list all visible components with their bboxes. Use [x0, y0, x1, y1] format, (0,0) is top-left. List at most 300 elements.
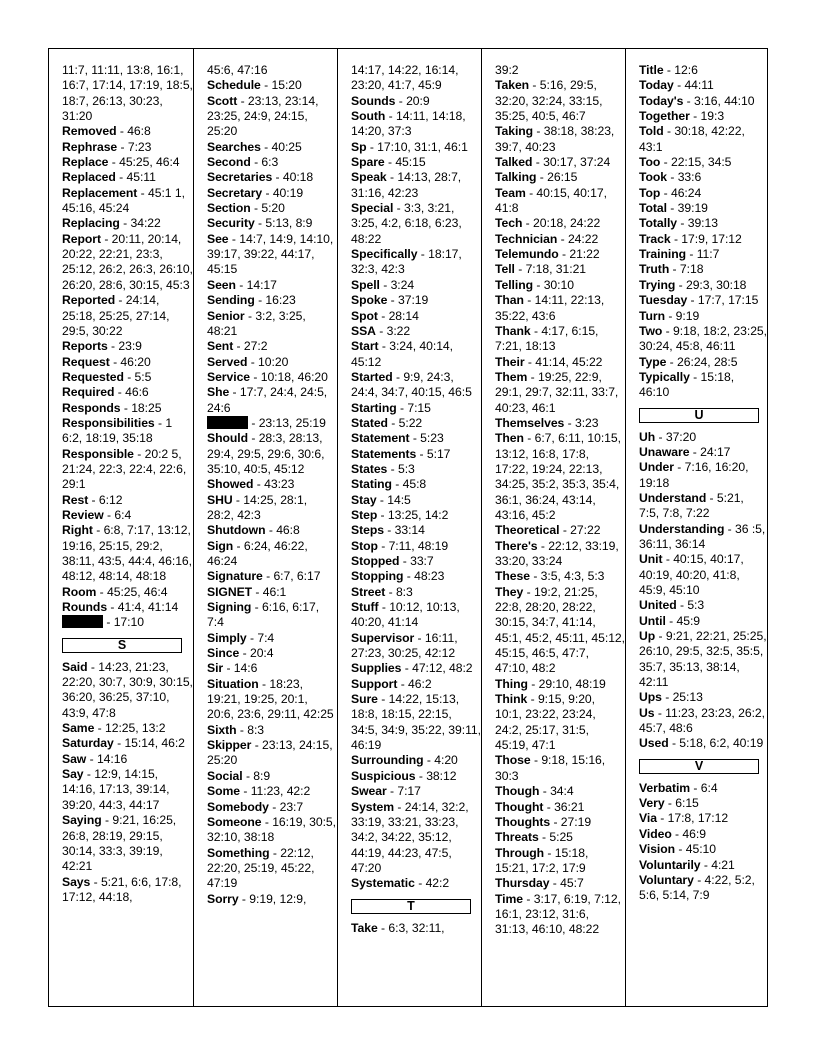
index-term: Spell	[351, 277, 380, 292]
index-entry: Stop - 7:11, 48:19	[351, 538, 449, 553]
index-term: Used	[639, 736, 669, 751]
index-entry: Sixth - 8:3	[207, 722, 265, 737]
index-page-refs: 38:18, 38:23, 39:7, 40:23	[495, 124, 615, 154]
index-entry: Taken - 5:16, 29:5, 32:20, 32:24, 33:15, 35:25, 40:5, 46:7	[495, 78, 603, 124]
index-term: Via	[639, 811, 657, 826]
index-page-refs: 48:23	[414, 569, 445, 584]
index-entry: Unaware - 24:17	[639, 444, 731, 459]
index-term: Said	[62, 659, 88, 674]
section-letter-header: T	[351, 899, 471, 914]
index-term: Think	[495, 692, 528, 707]
index-page-refs: 41:14, 45:22	[535, 354, 603, 369]
index-term: Until	[639, 613, 666, 628]
index-term: Schedule	[207, 78, 261, 93]
index-entry: Sir - 14:6	[207, 661, 258, 676]
index-entry: Their - 41:14, 45:22	[495, 354, 603, 369]
index-page-refs: 18:17, 32:3, 42:3	[351, 247, 462, 277]
index-entry: Sent - 27:2	[207, 339, 268, 354]
index-term: She	[207, 385, 230, 400]
index-entry: Responsibilities - 1 6:2, 18:19, 35:18	[62, 415, 173, 446]
index-entry: Telemundo - 21:22	[495, 247, 600, 262]
index-term: Request	[62, 354, 110, 369]
index-term: Thoughts	[495, 814, 551, 829]
index-page-refs: 40:15, 40:17, 40:19, 40:20, 41:8, 45:9, 45:10	[639, 552, 744, 597]
index-page-refs: 17:10	[113, 615, 144, 630]
index-term: Sp	[351, 139, 367, 154]
index-page-refs: 17:10, 31:1, 46:1	[377, 139, 468, 154]
index-entry: Spell - 3:24	[351, 277, 415, 292]
index-entry: Today's - 3:16, 44:10	[639, 93, 755, 108]
index-page-refs: 34:22	[130, 216, 161, 231]
index-entry: Training - 11:7	[639, 247, 720, 262]
index-entry: Turn - 9:19	[639, 308, 700, 323]
index-page-refs: 9:9, 24:3, 24:4, 34:7, 40:15, 46:5	[351, 369, 472, 400]
index-entry: Uh - 37:20	[639, 429, 697, 444]
index-entry: Says - 5:21, 6:6, 17:8, 17:12, 44:18,	[62, 874, 182, 904]
index-page-refs: 47:12, 48:2	[412, 661, 473, 676]
index-page-refs: 6:16, 6:17, 7:4	[207, 600, 320, 630]
index-entry: Team - 40:15, 40:17, 41:8	[495, 185, 607, 216]
index-entry: Say - 12:9, 14:15, 14:16, 17:13, 39:14, 39:20, 44:3, 44:17	[62, 767, 170, 812]
index-page-refs: 39:13	[687, 216, 718, 231]
index-page-refs: 45:8	[402, 477, 427, 492]
index-term: Video	[639, 826, 672, 841]
index-term: Taken	[495, 78, 530, 93]
index-page-refs: 4:22, 5:2, 5:6, 5:14, 7:9	[639, 872, 755, 903]
index-page-refs: 17:7, 24:4, 24:5, 24:6	[207, 385, 328, 415]
index-entry: Responsible - 20:2 5, 21:24, 22:3, 22:4, 22:6, 29:1	[62, 446, 187, 492]
index-entry: Up - 9:21, 22:21, 25:25, 26:10, 29:5, 32:5, 35:5, 35:7, 35:13, 38:14, 42:11	[639, 629, 767, 690]
index-page-refs: 29:10, 48:19	[538, 676, 606, 691]
index-page-refs: 41:4, 41:14	[117, 600, 179, 615]
index-page-refs: 12:25, 13:2	[105, 721, 166, 736]
index-entry: Request - 46:20	[62, 354, 151, 369]
index-page-refs: 6:15	[675, 796, 699, 811]
index-entry: Talking - 26:15	[495, 170, 578, 185]
index-term: Today's	[639, 93, 684, 108]
index-term: Take	[351, 920, 378, 935]
index-term: Support	[351, 676, 398, 691]
index-entry: Said - 14:23, 21:23, 22:20, 30:7, 30:9, 30:15, 36:20, 36:25, 37:10, 43:9, 47:8	[62, 659, 193, 720]
index-page-refs: 46:20	[120, 354, 151, 369]
index-page-refs: 3:24, 40:14, 45:12	[351, 339, 453, 369]
index-term: Title	[639, 63, 664, 77]
index-term: Than	[495, 293, 524, 308]
index-page-refs: 7:15	[407, 400, 431, 415]
index-entry: Spare - 45:15	[351, 155, 426, 170]
index-page-refs: 4:17, 6:15, 7:21, 18:13	[495, 323, 599, 354]
index-term: Taking	[495, 124, 534, 139]
index-page-refs: 14:22, 15:13, 18:8, 18:15, 22:15, 34:5, 34:9, 35:22, 39:11, 46:19	[351, 692, 481, 753]
index-entry: SSA - 3:22	[351, 323, 411, 338]
index-term: Thought	[495, 799, 544, 814]
index-page-refs: 9:21, 22:21, 25:25, 26:10, 29:5, 32:5, 35:5, 35:7, 35:13, 38:14, 42:11	[639, 629, 767, 690]
index-term: Type	[639, 354, 667, 369]
index-page-refs: 11:7, 11:11, 13:8, 16:1, 16:7, 17:14, 17:19, 18:5, 18:7, 26:13, 30:23, 31:20	[62, 63, 193, 124]
index-term: Searches	[207, 139, 261, 154]
index-term: Them	[495, 369, 528, 384]
index-term: Speak	[351, 170, 387, 185]
index-page-refs: 7:23	[127, 139, 152, 154]
index-page-refs: 19:2, 21:25, 22:8, 28:20, 28:22, 30:15, 34:7, 41:14, 45:1, 45:2, 45:11, 45:12, 45:15, 46:5, 47:7, 47:10, 48:2	[495, 584, 625, 676]
index-page-refs: 15:14, 46:2	[124, 736, 185, 751]
index-page-refs: 7:11, 48:19	[388, 538, 449, 553]
index-entry: Voluntarily - 4:21	[639, 857, 735, 872]
index-term: Total	[639, 201, 667, 216]
index-term: Someone	[207, 814, 262, 829]
index-entry: Used - 5:18, 6:2, 40:19	[639, 736, 764, 751]
index-entry: Told - 30:18, 42:22, 43:1	[639, 124, 745, 154]
index-page-refs: 27:22	[570, 523, 601, 538]
index-page-refs: 6:24, 46:22, 46:24	[207, 538, 308, 568]
index-term: Truth	[639, 262, 670, 277]
index-page-refs: 45:25, 46:4	[119, 155, 180, 170]
index-page-refs: 46:24	[670, 185, 702, 200]
index-page-refs: 5:21, 7:5, 7:8, 7:22	[639, 490, 744, 521]
index-entry: Step - 13:25, 14:2	[351, 507, 449, 522]
index-page-refs: 12:6	[674, 63, 698, 77]
index-entry: Total - 39:19	[639, 201, 708, 216]
index-term: Responsibilities	[62, 415, 155, 430]
index-page-refs: 37:19	[398, 293, 429, 308]
index-entry: Thursday - 45:7	[495, 876, 584, 891]
index-entry: United - 5:3	[639, 598, 705, 613]
index-term: Report	[62, 231, 101, 246]
index-page-refs: 23:9	[118, 339, 142, 354]
index-page-refs: 16:19, 30:5, 32:10, 38:18	[207, 814, 336, 845]
index-term: Rephrase	[62, 139, 118, 154]
index-entry: Stuff - 10:12, 10:13, 40:20, 41:14	[351, 600, 460, 630]
index-term: Room	[62, 584, 97, 599]
index-term: Spare	[351, 155, 385, 170]
index-entry: Something - 22:12, 22:20, 25:19, 45:22, 47:19	[207, 845, 315, 891]
index-entry: Signature - 6:7, 6:17	[207, 569, 321, 584]
index-term: Two	[639, 323, 663, 338]
redaction-block	[207, 416, 248, 429]
index-page-refs: 45:1 1, 45:16, 45:24	[62, 185, 185, 216]
index-page-refs: 45:11	[126, 170, 156, 185]
index-term: Vision	[639, 842, 676, 857]
index-page-refs: 46:9	[682, 826, 706, 841]
index-page-refs: 9:18, 18:2, 23:25, 30:24, 45:8, 46:11	[639, 323, 767, 354]
index-page-refs: 11:7	[696, 247, 720, 262]
index-entry: Stating - 45:8	[351, 477, 427, 492]
index-term: Should	[207, 431, 248, 446]
index-term: Voluntary	[639, 872, 694, 887]
index-entry: Typically - 15:18, 46:10	[639, 369, 735, 400]
index-page-refs: 17:8, 17:12	[667, 811, 729, 826]
index-page-refs: 9:18, 15:16, 30:3	[495, 753, 606, 783]
index-page-refs: 3:2, 3:25, 48:21	[207, 308, 306, 338]
index-term: Under	[639, 460, 674, 475]
index-page-refs: 30:10	[543, 277, 574, 292]
index-term: Responsible	[62, 446, 134, 461]
index-entry: Stopped - 33:7	[351, 554, 434, 568]
index-page-refs: 26:15	[547, 170, 578, 185]
index-page-refs: 20:2 5, 21:24, 22:3, 22:4, 22:6, 29:1	[62, 446, 187, 492]
index-term: Showed	[207, 477, 254, 492]
index-entry: - 23:13, 25:19	[207, 416, 337, 431]
index-entry: Ups - 25:13	[639, 690, 703, 705]
index-page-refs: 27:19	[560, 814, 592, 829]
index-term: Secretary	[207, 185, 263, 200]
index-entry: States - 5:3	[351, 461, 415, 476]
index-entry: Sure - 14:22, 15:13, 18:8, 18:15, 22:15, 34:5, 34:9, 35:22, 39:11, 46:19	[351, 692, 481, 753]
index-page-refs: 16:23	[265, 293, 296, 308]
index-term: See	[207, 231, 229, 246]
index-page-refs: 21:22	[569, 247, 600, 262]
index-page-refs: 26:24, 28:5	[677, 354, 738, 369]
index-entry: Systematic - 42:2	[351, 876, 450, 891]
index-entry: Thought - 36:21	[495, 799, 585, 814]
index-term: Replacing	[62, 216, 120, 231]
index-entry: Together - 19:3	[639, 109, 725, 124]
index-term: Sixth	[207, 722, 237, 737]
index-term: Turn	[639, 308, 665, 323]
index-page-refs: 46:6	[125, 385, 149, 400]
index-entry: Shutdown - 46:8	[207, 523, 300, 538]
index-page-refs: 14:17	[246, 277, 277, 292]
index-page-refs: 5:13, 8:9	[265, 216, 313, 231]
index-page-refs: 22:15, 34:5	[670, 155, 732, 170]
index-entry: Talked - 30:17, 37:24	[495, 155, 611, 170]
index-page-refs: 9:19	[675, 308, 700, 323]
index-page-refs: 24:17	[700, 444, 731, 459]
index-term: Supervisor	[351, 630, 415, 645]
index-entry: Supervisor - 16:11, 27:23, 30:25, 42:12	[351, 630, 458, 661]
index-term: Sending	[207, 293, 255, 308]
index-entry: Supplies - 47:12, 48:2	[351, 661, 473, 676]
index-page-refs: 19:25, 22:9, 29:1, 29:7, 32:11, 33:7, 40:23, 46:1	[495, 369, 619, 415]
index-entry	[495, 63, 625, 78]
index-page-refs: 11:23, 42:2	[250, 784, 311, 799]
index-entry: Report - 20:11, 20:14, 20:22, 22:21, 23:3, 25:12, 26:2, 26:3, 26:10, 26:20, 28:6, 30:15, 45:3	[62, 231, 193, 292]
index-page-refs: 22:12, 22:20, 25:19, 45:22, 47:19	[207, 845, 315, 891]
index-entry: Room - 45:25, 46:4	[62, 584, 168, 599]
index-page-refs: 3:22	[386, 323, 411, 338]
index-term: Tech	[495, 216, 523, 231]
index-page-refs: 6:7, 6:11, 10:15, 13:12, 16:8, 17:8, 17:22, 19:24, 22:13, 34:25, 35:2, 35:3, 35:4, 36:1, 36:24, 43:14, 43:16, 45:2	[495, 431, 621, 522]
index-entry: Too - 22:15, 34:5	[639, 155, 732, 170]
index-entry: SIGNET - 46:1	[207, 584, 287, 599]
index-term: Sign	[207, 538, 234, 553]
index-entry: Tuesday - 17:7, 17:15	[639, 293, 759, 308]
index-entry: Telling - 30:10	[495, 277, 574, 292]
index-entry: Start - 3:24, 40:14, 45:12	[351, 339, 453, 369]
index-term: Theoretical	[495, 523, 560, 538]
index-term: Review	[62, 507, 104, 522]
index-page-refs: 23:13, 25:19	[258, 415, 326, 430]
index-entry: Should - 28:3, 28:13, 29:4, 29:5, 29:6, 30:6, 35:10, 40:5, 45:12	[207, 431, 325, 476]
index-entry: Section - 5:20	[207, 201, 285, 216]
index-term: Trying	[639, 277, 676, 292]
redaction-block	[62, 615, 103, 628]
index-entry: Sending - 16:23	[207, 293, 296, 308]
index-entry: Started - 9:9, 24:3, 24:4, 34:7, 40:15, 46:5	[351, 369, 472, 400]
index-term: Say	[62, 767, 84, 782]
index-entry: Trying - 29:3, 30:18	[639, 277, 747, 292]
index-page-refs: 9:19, 12:9,	[249, 891, 307, 906]
index-page-refs: 6:4	[700, 780, 718, 795]
index-page-refs: 7:18, 31:21	[525, 262, 587, 277]
index-page-refs: 24:22	[567, 231, 599, 246]
index-term: Removed	[62, 124, 117, 139]
index-entry: Same - 12:25, 13:2	[62, 721, 166, 736]
index-page-refs: 14:11, 14:18, 14:20, 37:3	[351, 109, 466, 139]
index-entry: Schedule - 15:20	[207, 78, 302, 93]
index-page-refs: 30:17, 37:24	[543, 155, 611, 170]
index-entry: Security - 5:13, 8:9	[207, 216, 313, 231]
index-entry: Them - 19:25, 22:9, 29:1, 29:7, 32:11, 33:7, 40:23, 46:1	[495, 369, 619, 415]
index-entry: Somebody - 23:7	[207, 799, 304, 814]
index-term: Today	[639, 78, 674, 93]
index-term: Technician	[495, 231, 558, 246]
index-entry: Track - 17:9, 17:12	[639, 231, 742, 246]
section-letter-header: V	[639, 759, 759, 774]
index-term: Team	[495, 185, 526, 200]
index-page-refs: 1 6:2, 18:19, 35:18	[62, 415, 173, 446]
index-term: Told	[639, 124, 664, 139]
index-term: Responds	[62, 400, 121, 415]
index-term: Stating	[351, 477, 392, 492]
index-entry: Taking - 38:18, 38:23, 39:7, 40:23	[495, 124, 615, 154]
index-page-refs: 7:16, 16:20, 19:18	[639, 460, 749, 490]
index-entry: Sorry - 9:19, 12:9,	[207, 891, 307, 906]
index-page-refs: 39:19	[677, 201, 708, 216]
index-entry: Take - 6:3, 32:11,	[351, 920, 445, 935]
index-term: Replace	[62, 155, 109, 170]
index-term: Top	[639, 185, 661, 200]
index-page-refs: 15:18, 15:21, 17:2, 17:9	[495, 845, 589, 875]
index-entry: Replaced - 45:11	[62, 170, 156, 185]
index-term: Spot	[351, 308, 378, 323]
index-page-refs: 33:7	[410, 554, 434, 568]
index-column-1	[49, 49, 194, 1006]
index-page-refs: 7:17	[397, 784, 421, 799]
index-page-refs: 36 :5, 36:11, 36:14	[639, 521, 766, 551]
index-term: Says	[62, 874, 91, 889]
index-page-refs: 37:20	[665, 429, 697, 444]
index-term: Training	[639, 247, 686, 262]
index-entry: Support - 46:2	[351, 676, 432, 691]
index-term: Since	[207, 646, 240, 661]
index-term: Stopped	[351, 554, 400, 568]
index-entry	[207, 63, 337, 78]
index-term: Skipper	[207, 738, 252, 753]
index-entry: Swear - 7:17	[351, 784, 421, 799]
index-entry: Though - 34:4	[495, 784, 574, 799]
index-term: Track	[639, 231, 671, 246]
index-entry: Us - 11:23, 23:23, 26:2, 45:7, 48:6	[639, 705, 765, 736]
index-entry: Speak - 14:13, 28:7, 31:16, 42:23	[351, 170, 462, 200]
index-page-refs: 14:17, 14:22, 16:14, 23:20, 41:7, 45:9	[351, 63, 459, 93]
index-term: Section	[207, 201, 251, 216]
index-entry: Took - 33:6	[639, 170, 702, 185]
index-entry: Then - 6:7, 6:11, 10:15, 13:12, 16:8, 17:8, 17:22, 19:24, 22:13, 34:25, 35:2, 35:3, 35:4, 36:1, 36:24, 43:14, 43:16, 45:2	[495, 431, 621, 522]
index-entry: Spoke - 37:19	[351, 293, 429, 308]
index-term: These	[495, 569, 530, 584]
index-page-refs: 3:17, 6:19, 7:12, 16:1, 23:12, 31:6, 31:13, 46:10, 48:22	[495, 891, 621, 937]
index-page-refs: 5:25	[549, 830, 573, 845]
index-page-refs: 5:5	[134, 369, 152, 384]
index-term: Their	[495, 354, 525, 369]
index-term: Saturday	[62, 736, 114, 751]
index-entry: They - 19:2, 21:25, 22:8, 28:20, 28:22, 30:15, 34:7, 41:14, 45:1, 45:2, 45:11, 45:12, 45:15, 46:5, 47:7, 47:10, 48:2	[495, 584, 625, 676]
index-entry: Tech - 20:18, 24:22	[495, 216, 601, 231]
index-page-refs: 3:16, 44:10	[694, 93, 755, 108]
index-page-refs: 36:21	[554, 799, 585, 814]
index-page-refs: 14:6	[233, 661, 258, 676]
index-page-refs: 6:3, 32:11,	[388, 920, 445, 935]
index-entry: These - 3:5, 4:3, 5:3	[495, 569, 605, 584]
index-entry: There's - 22:12, 33:19, 33:20, 33:24	[495, 538, 619, 568]
index-entry: Seen - 14:17	[207, 277, 277, 292]
index-page-refs: 40:19	[272, 185, 304, 200]
index-term: Second	[207, 155, 251, 170]
index-term: Simply	[207, 630, 247, 645]
index-page-refs: 20:9	[406, 93, 430, 108]
index-page-refs: 9:21, 16:25, 26:8, 28:19, 29:15, 30:14, 33:3, 39:19, 42:21	[62, 813, 177, 874]
index-entry: Themselves - 3:23	[495, 415, 599, 430]
index-page-refs: 5:21, 6:6, 17:8, 17:12, 44:18,	[62, 874, 182, 904]
index-entry: Truth - 7:18	[639, 262, 704, 277]
index-entry: Responds - 18:25	[62, 400, 162, 415]
index-page-refs: 10:12, 10:13, 40:20, 41:14	[351, 600, 460, 630]
index-term: Rest	[62, 492, 89, 507]
index-page-refs: 7:4	[257, 630, 275, 645]
index-page-refs: 46:2	[408, 676, 432, 691]
index-entry: Thing - 29:10, 48:19	[495, 676, 606, 691]
index-term: Service	[207, 369, 251, 384]
index-term: Something	[207, 845, 270, 860]
index-page-refs: 40:15, 40:17, 41:8	[495, 185, 607, 216]
index-page-refs: 18:25	[131, 400, 162, 415]
index-term: Replaced	[62, 170, 116, 185]
index-page-refs: 3:5, 4:3, 5:3	[540, 569, 605, 584]
index-term: Secretaries	[207, 170, 273, 185]
index-term: Signing	[207, 600, 252, 615]
index-term: SSA	[351, 323, 376, 338]
index-entry: Since - 20:4	[207, 646, 274, 661]
index-entry: SHU - 14:25, 28:1, 28:2, 42:3	[207, 492, 308, 522]
index-term: Too	[639, 155, 661, 170]
section-letter-header: U	[639, 408, 759, 423]
index-page-refs: 5:17	[426, 446, 451, 461]
index-entry: Starting - 7:15	[351, 400, 431, 415]
index-term: Replacement	[62, 185, 138, 200]
index-entry: Time - 3:17, 6:19, 7:12, 16:1, 23:12, 31:6, 31:13, 46:10, 48:22	[495, 891, 621, 937]
index-page-refs: 11:23, 23:23, 26:2, 45:7, 48:6	[639, 705, 765, 736]
index-page-refs: 45:6, 47:16	[207, 63, 268, 77]
index-entry: Removed - 46:8	[62, 124, 151, 139]
index-page-refs: 45:10	[685, 842, 716, 857]
index-term: Saying	[62, 813, 102, 828]
index-entry: She - 17:7, 24:4, 24:5, 24:6	[207, 385, 328, 415]
index-page-refs: 33:14	[394, 523, 425, 538]
index-page-refs: 23:13, 23:14, 23:25, 24:9, 24:15, 25:20	[207, 93, 319, 139]
index-entry: Those - 9:18, 15:16, 30:3	[495, 753, 606, 783]
index-page-refs: 27:2	[243, 339, 268, 354]
index-page-refs: 20:11, 20:14, 20:22, 22:21, 23:3, 25:12, 26:2, 26:3, 26:10, 26:20, 28:6, 30:15, 45:3	[62, 231, 193, 292]
index-entry: Replace - 45:25, 46:4	[62, 155, 180, 170]
index-entry: Service - 10:18, 46:20	[207, 369, 328, 384]
index-entry: Signing - 6:16, 6:17, 7:4	[207, 600, 320, 630]
index-entry: Some - 11:23, 42:2	[207, 784, 311, 799]
index-entry: Understanding - 36 :5, 36:11, 36:14	[639, 521, 766, 551]
index-column-2	[193, 49, 337, 1006]
index-page-refs: 5:18, 6:2, 40:19	[679, 736, 764, 751]
index-entry: Saw - 14:16	[62, 751, 128, 766]
